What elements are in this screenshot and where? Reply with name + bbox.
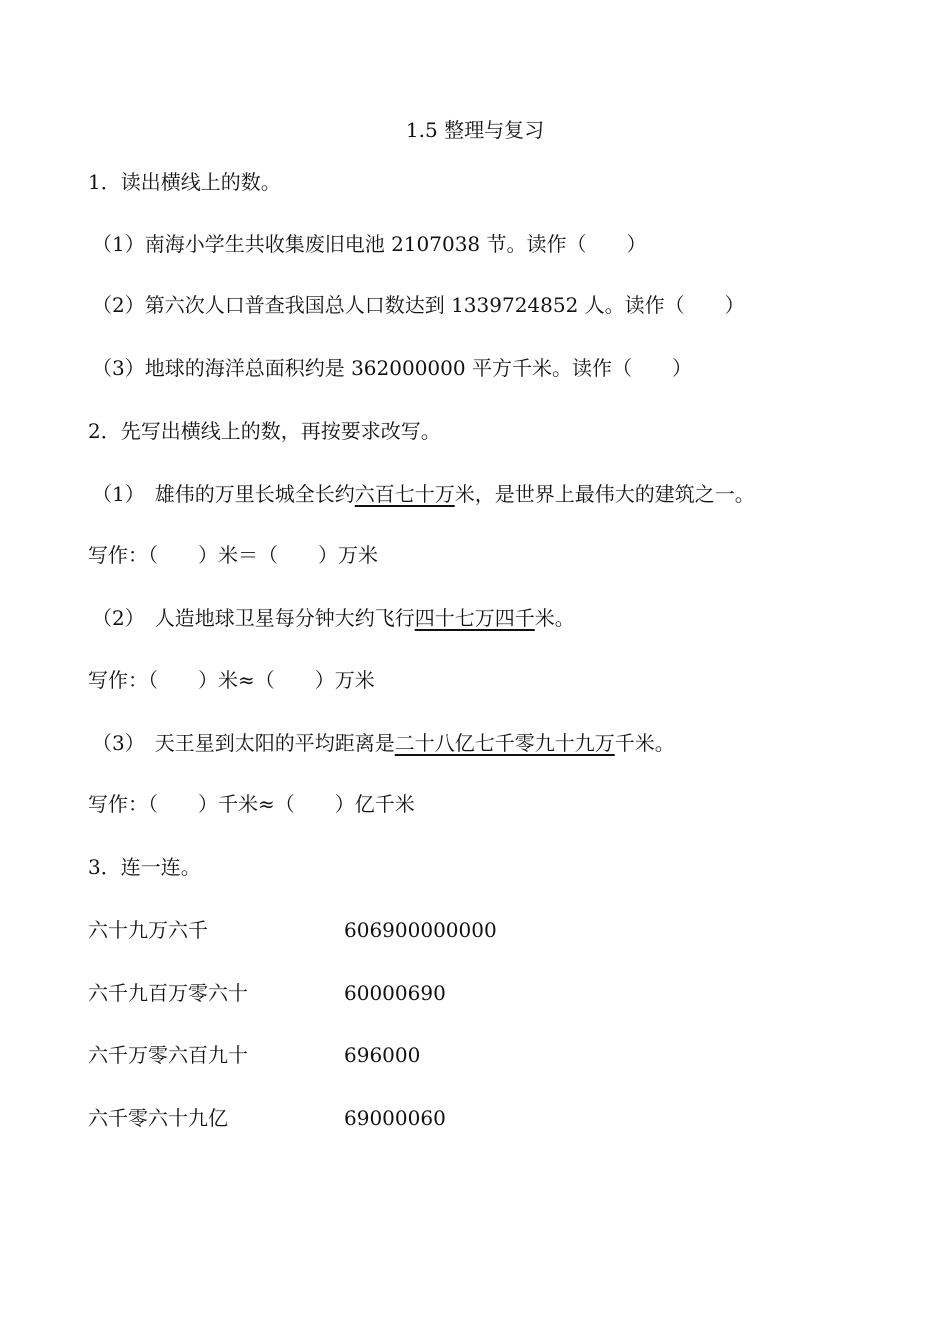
item-text: （3） 天王星到太阳的平均距离是 <box>92 731 395 755</box>
match-left-item-3: 六千万零六百九十 <box>88 1043 248 1067</box>
match-left-item-2: 六千九百万零六十 <box>88 981 248 1005</box>
question-3-heading: 3．连一连。 <box>88 855 201 879</box>
question-2-write-2: 写作：（ ）米≈（ ）万米 <box>88 668 375 692</box>
item-text: 米，是世界上最伟大的建筑之一。 <box>454 482 755 506</box>
question-2-item-3 <box>92 729 675 757</box>
item-text: 千米。 <box>614 731 675 755</box>
match-left-item-1: 六十九万六千 <box>88 918 208 942</box>
question-2-item-2 <box>92 604 575 632</box>
match-left-item-4: 六千零六十九亿 <box>88 1106 228 1130</box>
match-right-item-3: 696000 <box>344 1043 421 1067</box>
item-text: （1） 雄伟的万里长城全长约 <box>92 482 355 506</box>
question-2-item-1 <box>92 480 755 508</box>
question-2-heading: 2．先写出横线上的数，再按要求改写。 <box>88 419 441 443</box>
item-text: 米。 <box>534 606 575 630</box>
match-right-item-2: 60000690 <box>344 981 446 1005</box>
underlined-number: 六百七十万 <box>354 482 455 506</box>
question-2-write-3: 写作：（ ）千米≈（ ）亿千米 <box>88 792 415 816</box>
match-right-item-4: 69000060 <box>344 1106 446 1130</box>
underlined-number: 四十七万四千 <box>414 606 535 630</box>
match-right-item-1: 606900000000 <box>344 918 497 942</box>
page-title: 1.5 整理与复习 <box>405 118 545 142</box>
question-1-item-2: （2）第六次人口普查我国总人口数达到 1339724852 人。读作（ ） <box>92 293 745 317</box>
question-1-item-3: （3）地球的海洋总面积约是 362000000 平方千米。读作（ ） <box>92 356 692 380</box>
question-1-heading: 1．读出横线上的数。 <box>88 170 281 194</box>
item-text: （2） 人造地球卫星每分钟大约飞行 <box>92 606 415 630</box>
underlined-number: 二十八亿七千零九十九万 <box>394 731 615 755</box>
question-2-write-1: 写作：（ ）米＝（ ）万米 <box>88 543 378 567</box>
question-1-item-1: （1）南海小学生共收集废旧电池 2107038 节。读作（ ） <box>92 232 647 256</box>
